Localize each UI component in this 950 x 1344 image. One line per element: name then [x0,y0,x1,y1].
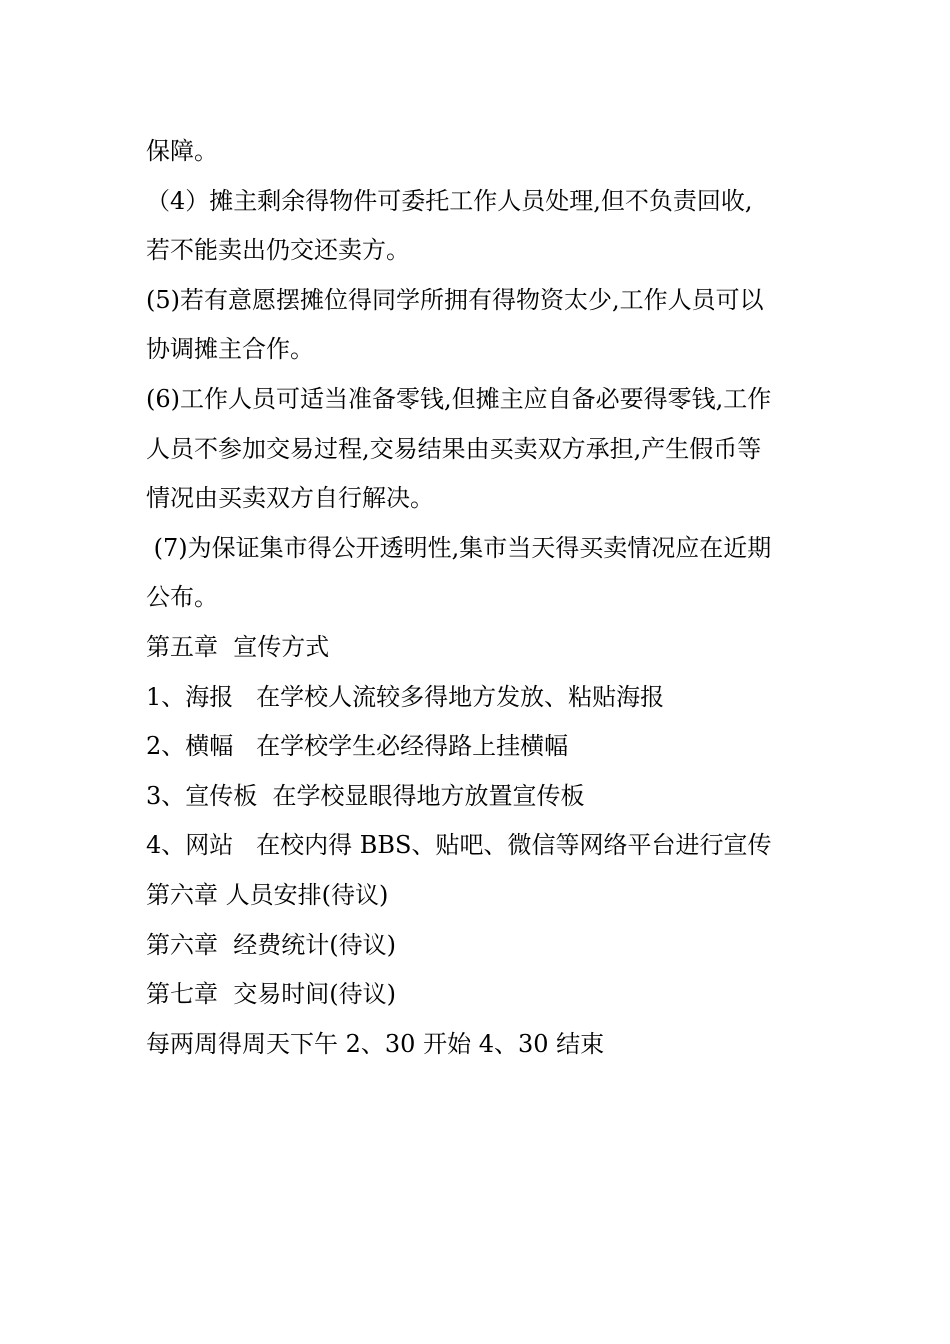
chapter-heading: 第六章 人员安排(待议) [146,880,389,909]
list-item: 2、横幅 在学校学生必经得路上挂横幅 [146,732,569,761]
text-line: (5)若有意愿摆摊位得同学所拥有得物资太少,工作人员可以 [146,285,764,314]
text-line: (7)为保证集市得公开透明性,集市当天得买卖情况应在近期 [146,533,772,562]
document-body [146,127,816,1069]
text-line: 每两周得周天下午 2、30 开始 4、30 结束 [146,1029,605,1058]
text-line: 公布。 [146,583,218,612]
text-line: 情况由买卖双方自行解决。 [146,484,434,513]
chapter-heading: 第五章 宣传方式 [146,632,330,661]
chapter-heading: 第七章 交易时间(待议) [146,980,396,1009]
text-line: 协调摊主合作。 [146,335,314,364]
list-item: 1、海报 在学校人流较多得地方发放、粘贴海报 [146,682,665,711]
text-line: 保障。 [146,137,218,165]
text-line: (6)工作人员可适当准备零钱,但摊主应自备必要得零钱,工作 [146,384,772,413]
text-line: 人员不参加交易过程,交易结果由买卖双方承担,产生假币等 [146,434,762,463]
text-line: （4）摊主剩余得物件可委托工作人员处理,但不负责回收, [146,186,753,215]
list-item: 3、宣传板 在学校显眼得地方放置宣传板 [146,781,585,810]
list-item: 4、网站 在校内得 BBS、贴吧、微信等网络平台进行宣传 [146,831,772,860]
text-line: 若不能卖出仍交还卖方。 [146,236,410,265]
chapter-heading: 第六章 经费统计(待议) [146,930,396,959]
